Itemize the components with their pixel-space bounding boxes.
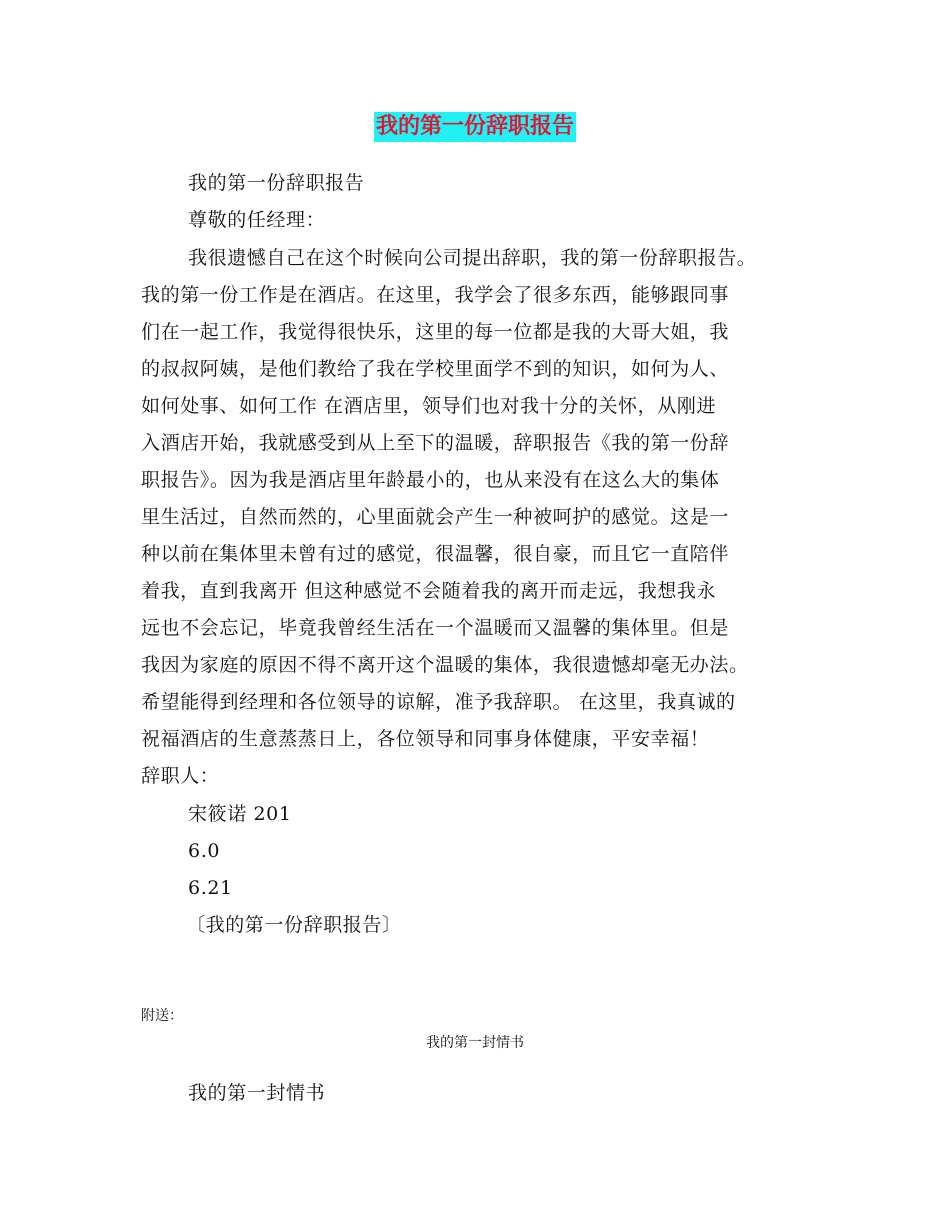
salutation: 尊敬的任经理： (188, 209, 326, 231)
body-line: 种以前在集体里未曾有过的感觉，很温馨，很自豪，而且它一直陪伴 (141, 543, 730, 565)
body-line: 我的第一份工作是在酒店。在这里，我学会了很多东西，能够跟同事 (141, 284, 730, 306)
body-line: 远也不会忘记，毕竟我曾经生活在一个温暖而又温馨的集体里。但是 (141, 617, 730, 639)
body-line: 希望能得到经理和各位领导的谅解，准予我辞职。 在这里，我真诚的 (141, 691, 736, 713)
document-subtitle: 我的第一份辞职报告 (188, 172, 365, 194)
body-line: 着我，直到我离开 但这种感觉不会随着我的离开而走远，我想我永 (141, 580, 717, 602)
body-line: 们在一起工作，我觉得很快乐，这里的每一位都是我的大哥大姐，我 (141, 321, 730, 343)
signer-name: 宋筱诺 201 (188, 803, 292, 825)
document-title: 我的第一份辞职报告 (374, 112, 576, 142)
footer-reference: 〔我的第一份辞职报告〕 (186, 914, 402, 936)
body-line: 里生活过，自然而然的，心里面就会产生一种被呵护的感觉。这是一 (141, 506, 730, 528)
signer-label: 辞职人： (141, 765, 220, 787)
date-line: 6.0 (188, 840, 221, 862)
appendix-first-line: 我的第一封情书 (188, 1082, 326, 1104)
body-line: 入酒店开始，我就感受到从上至下的温暖，辞职报告《我的第一份辞 (141, 432, 730, 454)
date-line: 6.21 (188, 877, 233, 899)
body-line: 我很遗憾自己在这个时候向公司提出辞职，我的第一份辞职报告。 (188, 247, 757, 269)
body-line: 我因为家庭的原因不得不离开这个温暖的集体，我很遗憾却毫无办法。 (141, 654, 749, 676)
body-line: 祝福酒店的生意蒸蒸日上，各位领导和同事身体健康，平安幸福！ (141, 728, 710, 750)
body-line: 职报告》。因为我是酒店里年龄最小的，也从来没有在这么大的集体 (141, 469, 720, 491)
body-line: 如何处事、如何工作 在酒店里，领导们也对我十分的关怀，从刚进 (141, 395, 717, 417)
appendix-title: 我的第一封情书 (426, 1035, 524, 1051)
title-wrap (0, 112, 950, 142)
body-line: 的叔叔阿姨，是他们教给了我在学校里面学不到的知识，如何为人、 (141, 358, 730, 380)
appendix-label: 附送： (141, 1008, 183, 1024)
